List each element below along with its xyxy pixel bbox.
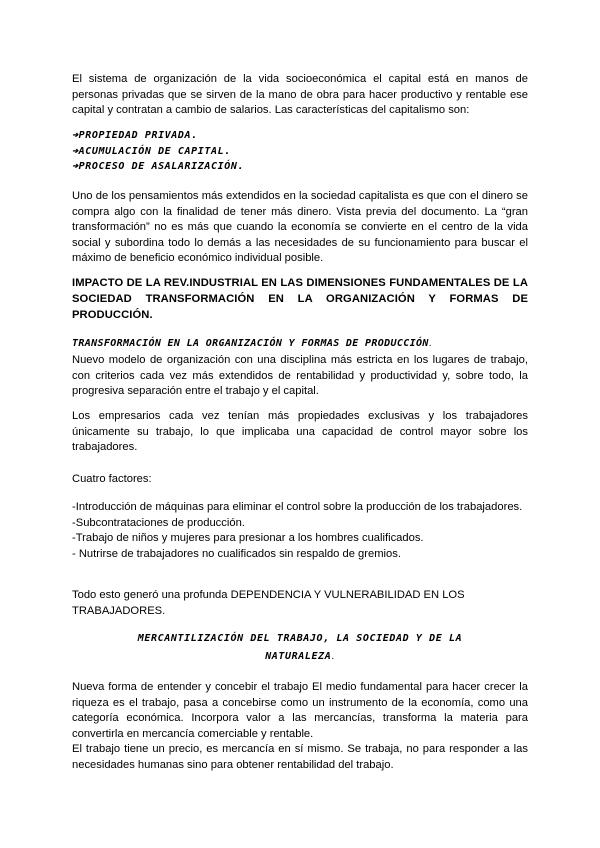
heading-naturaleza-period: .	[331, 651, 335, 662]
intro-paragraph: El sistema de organización de la vida socioeconómica el capital está en manos de personas privadas que se sirven de la mano de obra para hacer productivo y rentable ese capital y contratan a cambio de salarios. Las características del capitalismo son:	[72, 73, 528, 117]
characteristics-list	[72, 128, 528, 175]
capitalism-paragraph: Uno de los pensamientos más extendidos en la sociedad capitalista es que con el dinero se compra algo con la finalidad de tener más dinero. Vista previa del documento. La “gran transformación” no es más que cuando la economía se convierte en el centro de la vida social y subordina todo lo demás a las necesidades de su funcionamiento para buscar el máximo de beneficio económico individual posible.	[72, 190, 528, 265]
factors-list	[72, 500, 528, 562]
heading-mercantilizacion-line2	[72, 648, 528, 666]
factors-label: Cuatro factores:	[72, 473, 152, 485]
factor-item: -Introducción de máquinas para eliminar el control sobre la producción de los trabajadores.	[72, 501, 523, 513]
precio-paragraph: El trabajo tiene un precio, es mercancía en sí mismo. Se trabaja, no para responder a las necesidades humanas sino para obtener rentabilidad del trabajo.	[72, 743, 528, 771]
heading-transformacion-text: TRANSFORMACIÓN EN LA ORGANIZACIÓN Y FORMAS DE PRODUCCIÓN	[72, 338, 429, 349]
heading-mercantilizacion-line1: MERCANTILIZACIÓN DEL TRABAJO, LA SOCIEDAD Y DE LA	[137, 633, 463, 644]
organization-paragraph: Nuevo modelo de organización con una disciplina más estricta en los lugares de trabajo, con criterios cada vez más extendidos de rentabilidad y productividad y, sobre todo, la progresiva separación entre el trabajo y el capital.	[72, 354, 528, 398]
section-heading-mercantilizacion	[72, 630, 528, 666]
heading-transformacion-period: .	[428, 338, 432, 349]
trabajo-paragraph: Nueva forma de entender y concebir el trabajo El medio fundamental para hacer crecer la riqueza es el trabajo, pasa a concebirse como un instrumento de la economía, como una categoría económica. Incorpora valor a las mercancías, transforma la materia para convertirla en mercancía comerciable y rentable.	[72, 681, 528, 740]
factor-item: -Trabajo de niños y mujeres para presionar a los hombres cualificados.	[72, 532, 424, 545]
section-heading-transformacion	[72, 336, 528, 352]
section-heading-impacto: IMPACTO DE LA REV.INDUSTRIAL EN LAS DIMENSIONES FUNDAMENTALES DE LA SOCIEDAD TRANSFORMACIÓN EN LA ORGANIZACIÓN Y FORMAS DE PRODUCCIÓN.	[72, 277, 528, 321]
bullet-acumulacion-capital: ➔ACUMULACIÓN DE CAPITAL.	[72, 145, 231, 157]
bullet-propiedad-privada: ➔PROPIEDAD PRIVADA.	[72, 130, 198, 141]
dependencia-paragraph: Todo esto generó una profunda DEPENDENCIA Y VULNERABILIDAD EN LOS TRABAJADORES.	[72, 589, 465, 617]
factor-item: - Nutrirse de trabajadores no cualificados sin respaldo de gremios.	[72, 547, 401, 560]
factor-item: -Subcontrataciones de producción.	[72, 516, 245, 529]
heading-naturaleza-text: NATURALEZA	[265, 651, 332, 662]
empresarios-paragraph: Los empresarios cada vez tenían más propiedades exclusivas y los trabajadores únicamente su trabajo, lo que implicaba una capacidad de control mayor sobre los trabajadores.	[72, 410, 528, 454]
bullet-proceso-asalarizacion: ➔PROCESO DE ASALARIZACIÓN.	[72, 161, 245, 173]
